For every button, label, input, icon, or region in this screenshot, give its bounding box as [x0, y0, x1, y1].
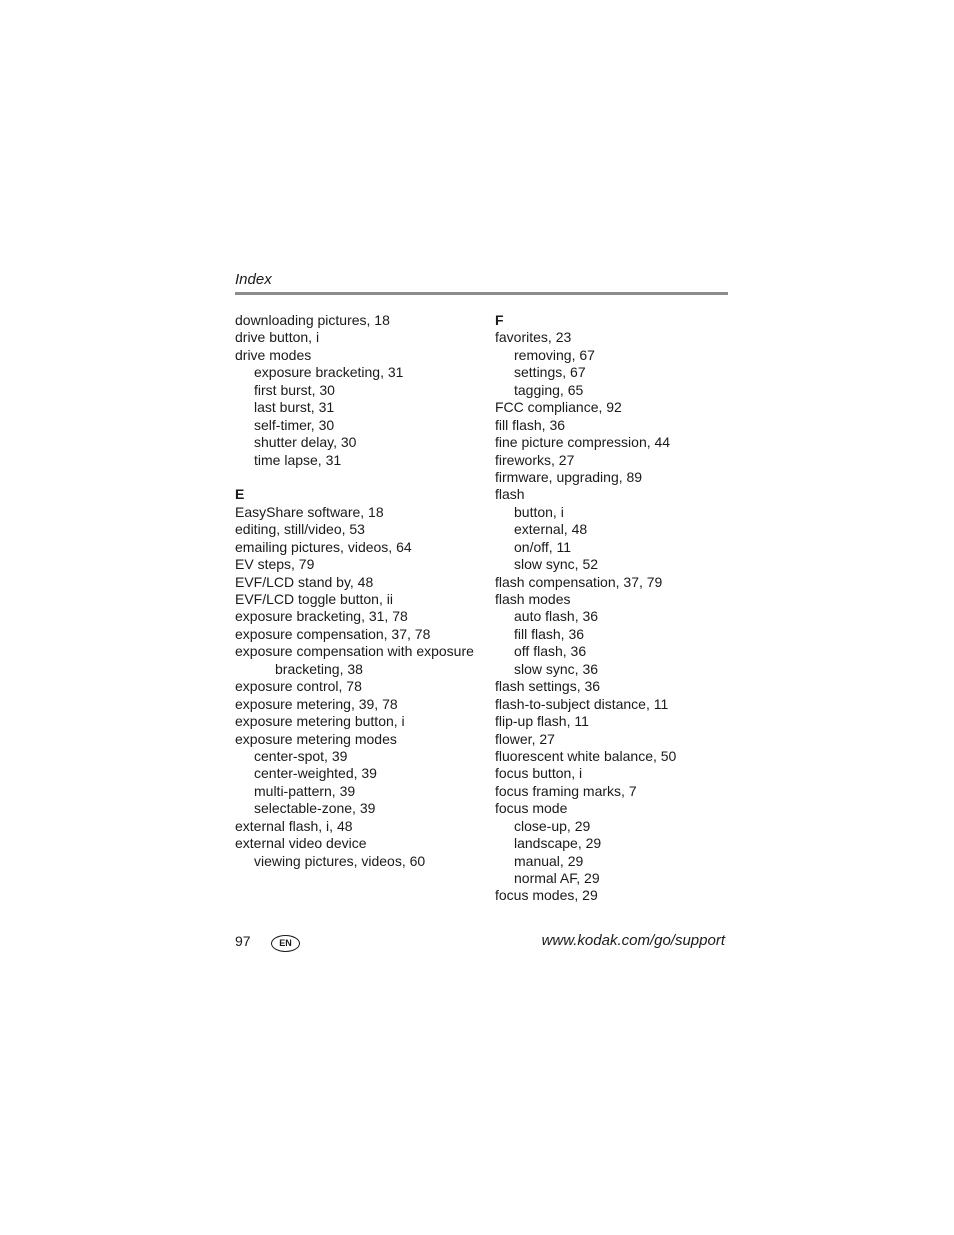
index-entry: EVF/LCD toggle button, ii [235, 591, 393, 607]
index-entry: flip-up flash, 11 [495, 713, 589, 730]
index-entry: drive button, i [235, 329, 320, 346]
index-subentry: viewing pictures, videos, 60 [254, 852, 426, 869]
index-entry: fine picture compression, 44 [495, 434, 671, 451]
index-entry: exposure metering modes [235, 730, 397, 747]
index-entry: flash [495, 486, 525, 503]
index-subentry: external, 48 [514, 521, 588, 538]
index-entry: flash compensation, 37, 79 [495, 573, 663, 590]
index-entry: flower, 27 [495, 730, 555, 747]
index-subentry: multi-pattern, 39 [254, 782, 356, 799]
index-entry: downloading pictures, 18 [235, 312, 390, 328]
index-subentry: on/off, 11 [514, 538, 572, 555]
index-entry: focus mode [495, 800, 568, 817]
header-rule [235, 292, 728, 295]
index-entry: flash settings, 36 [495, 678, 601, 695]
index-subentry: settings, 67 [514, 364, 586, 381]
page-number: 97 [235, 933, 251, 949]
index-entry: flash-to-subject distance, 11 [495, 695, 669, 712]
page-header-title: Index [235, 271, 272, 288]
index-entry: exposure bracketing, 31, 78 [235, 608, 408, 625]
index-entry: flash modes [495, 591, 571, 607]
index-entry: focus framing marks, 7 [495, 782, 637, 799]
index-subentry: normal AF, 29 [514, 870, 600, 886]
index-entry: EasyShare software, 18 [235, 503, 384, 520]
index-entry: fluorescent white balance, 50 [495, 747, 677, 764]
index-entry: firmware, upgrading, 89 [495, 468, 643, 485]
language-badge: EN [271, 935, 300, 952]
index-entry: drive modes [235, 346, 312, 363]
index-subentry: center-weighted, 39 [254, 765, 377, 782]
index-letter-heading: F [495, 312, 504, 328]
index-subentry: slow sync, 36 [514, 660, 599, 677]
index-subentry: time lapse, 31 [254, 451, 342, 468]
index-entry: external video device [235, 835, 367, 852]
index-entry: FCC compliance, 92 [495, 399, 622, 416]
index-subentry: landscape, 29 [514, 835, 602, 852]
index-entry: focus button, i [495, 765, 583, 782]
index-entry: external flash, i, 48 [235, 817, 353, 834]
index-column-left [235, 312, 475, 870]
index-spacer [235, 469, 475, 486]
index-subentry: shutter delay, 30 [254, 434, 357, 451]
index-entry: EVF/LCD stand by, 48 [235, 573, 374, 590]
index-letter-heading: E [235, 486, 245, 503]
index-subentry: exposure bracketing, 31 [254, 364, 404, 381]
index-subentry: button, i [514, 503, 564, 520]
index-entry: fireworks, 27 [495, 451, 575, 468]
support-url: www.kodak.com/go/support [541, 932, 725, 949]
index-subentry: first burst, 30 [254, 381, 335, 398]
index-entry: favorites, 23 [495, 329, 572, 346]
index-entry: exposure control, 78 [235, 678, 362, 695]
index-entry: focus modes, 29 [495, 887, 598, 904]
index-subentry: tagging, 65 [514, 381, 584, 398]
index-subentry: last burst, 31 [254, 399, 335, 416]
index-subentry: close-up, 29 [514, 817, 591, 834]
index-entry: exposure compensation with exposure [235, 643, 474, 660]
index-entry: editing, still/video, 53 [235, 521, 365, 538]
index-subentry: manual, 29 [514, 852, 584, 869]
index-subentry: center-spot, 39 [254, 747, 348, 764]
index-entry: exposure compensation, 37, 78 [235, 625, 431, 642]
index-entry: exposure metering button, i [235, 713, 405, 730]
index-column-right [495, 312, 735, 905]
index-entry: emailing pictures, videos, 64 [235, 538, 412, 555]
index-subentry: removing, 67 [514, 346, 595, 363]
index-subentry: auto flash, 36 [514, 608, 599, 625]
index-entry: fill flash, 36 [495, 416, 566, 433]
index-entry-continuation: bracketing, 38 [275, 660, 363, 677]
index-entry: exposure metering, 39, 78 [235, 695, 398, 712]
index-subentry: self-timer, 30 [254, 416, 335, 433]
index-entry: EV steps, 79 [235, 556, 315, 573]
index-subentry: off flash, 36 [514, 643, 587, 660]
index-subentry: selectable-zone, 39 [254, 800, 376, 817]
index-subentry: fill flash, 36 [514, 625, 585, 642]
index-subentry: slow sync, 52 [514, 556, 599, 573]
